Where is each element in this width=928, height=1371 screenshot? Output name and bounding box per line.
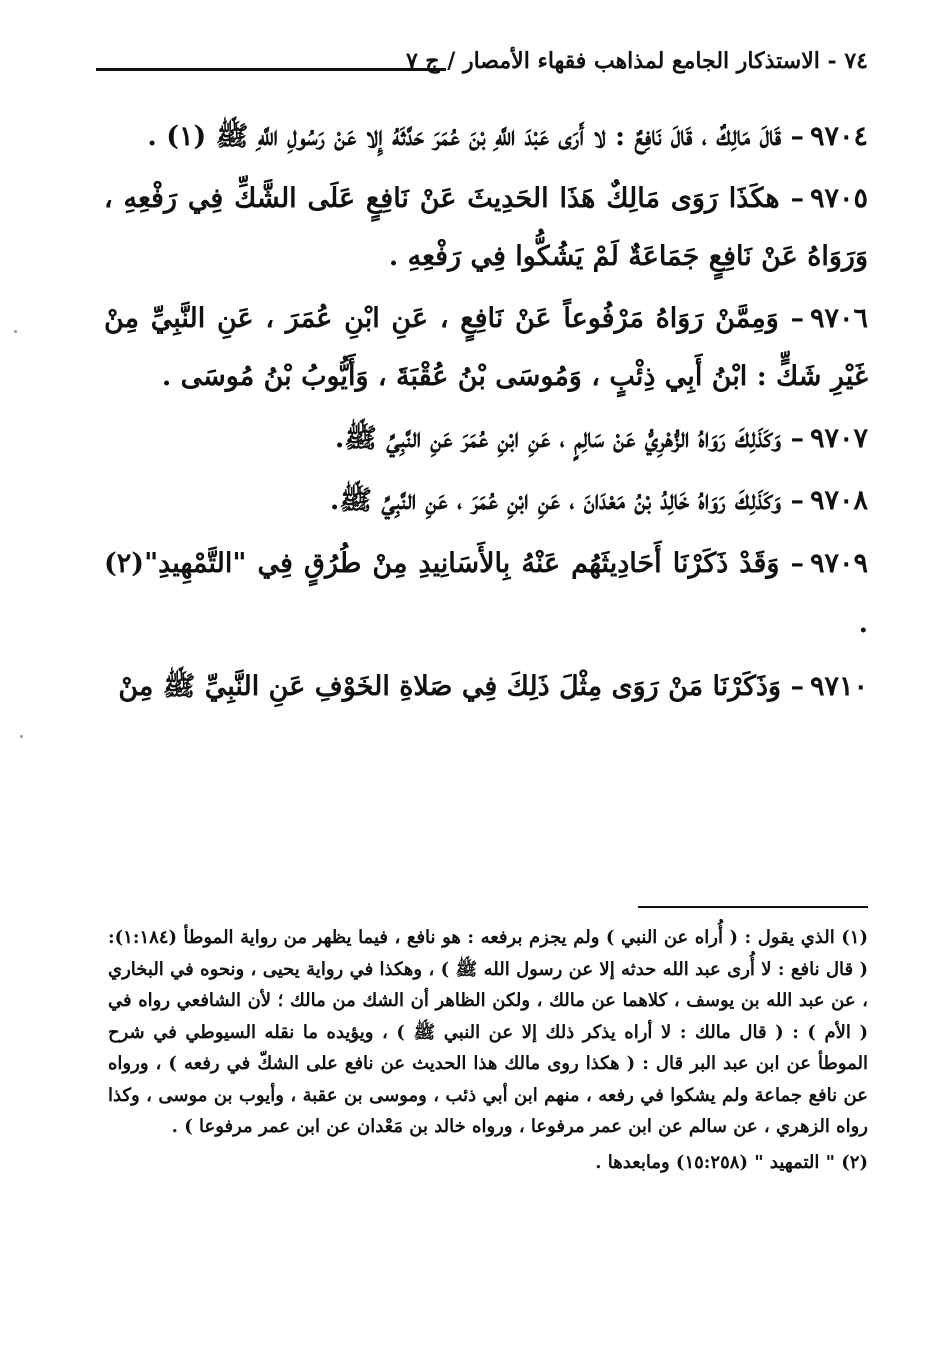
paragraph-text: – وَمِمَّنْ رَوَاهُ مَرْفُوعاً عَنْ نَافِعٍ ، عَنِ ابْنِ عُمَرَ ، عَنِ النَّبِيِّ مِنْ غَيْرِ شَكٍّ : ابْنُ أَبِي ذِئْبٍ ، وَمُوسَى بْنُ عُقْبَةَ ، وَأَيُّوبُ بْنُ مُوسَى . (104, 303, 868, 392)
paragraph-9704 (104, 108, 868, 166)
paragraph-9710 (104, 658, 868, 716)
page-number: ٧٤ (844, 48, 868, 74)
running-header (96, 48, 868, 88)
main-text (104, 108, 868, 720)
footnote-separator (638, 906, 868, 908)
book-title: الاستذكار الجامع لمذاهب فقهاء الأمصار / ج ٧ (405, 48, 820, 74)
header-rule (96, 68, 446, 71)
paragraph-9707 (104, 410, 868, 468)
footnote-2: (٢) " التمهيد " (١٥:٢٥٨) ومابعدها . (595, 1151, 868, 1173)
paragraph-number: ٩٧٠٩ (809, 548, 868, 579)
scan-speck (14, 330, 17, 333)
paragraph-number: ٩٧٠٤ (809, 121, 868, 152)
paragraph-number: ٩٧٠٧ (809, 423, 868, 454)
paragraph-text: – قَالَ مَالِكٌ ، قَالَ نَافِعٌ : لا أَرَى عَبْدَ اللَّهِ بْنَ عُمَرَ حَدَّثَهُ إِلا عَنْ رَسُولِ اللَّهِ ﷺ (١) . (147, 121, 804, 152)
paragraph-9709 (104, 534, 868, 654)
paragraph-text: – وَكَذَلِكَ رَوَاهُ الزُّهْرِيُّ عَنْ سَالِمٍ ، عَنِ ابْنِ عُمَرَ عَنِ النَّبِيِّ ﷺ. (334, 423, 804, 454)
footnote-1: (١) الذي يقول : ( أُراه عن النبي ) ولم يجزم برفعه : هو نافع ، فيما يظهر من رواية الموطأ (١:١٨٤): ( قال نافع : لا أُرى عبد الله حدثه إلا عن رسول الله ﷺ ) ، وهكذا في رواية يحيى ، ونحوه في البخاري ، عن عبد الله بن يوسف ، كلاهما عن مالك ، ولكن الظاهر أن الشك من مالك ؛ لأن الشافعي رواه في ( الأم ) : ( قال مالك : لا أراه يذكر ذلك إلا عن النبي ﷺ ) ، ويؤيده ما نقله السيوطي في شرح الموطأ عن ابن عبد البر قال : ( هكذا روى مالك هذا الحديث عن نافع على الشكّ في رفعه ) ، ورواه عن نافع جماعة ولم يشكوا في رفعه ، منهم ابن أبي ذئب ، وموسى بن عقبة ، وأيوب بن موسى ، وكذا رواه الزهري ، عن سالم عن ابن عمر مرفوعا ، ورواه خالد بن مَعْدان عن ابن عمر مرفوعا ) . (108, 927, 869, 1137)
header-dash: - (819, 48, 837, 74)
paragraph-number: ٩٧٠٨ (809, 485, 868, 516)
paragraph-number: ٩٧١٠ (809, 671, 868, 702)
footnotes (108, 922, 868, 1178)
paragraph-text: – وَقَدْ ذَكَرْنَا أَحَادِيثَهُم عَنْهُ بِالأَسَانِيدِ مِنْ طُرُقٍ فِي "التَّمْهِيدِ"(٢) . (104, 548, 868, 639)
paragraph-9708 (104, 472, 868, 530)
paragraph-number: ٩٧٠٦ (809, 303, 868, 334)
paragraph-text: – هكَذَا رَوَى مَالِكٌ هَذَا الحَدِيثَ عَنْ نَافِعٍ عَلَى الشَّكِّ فِي رَفْعِهِ ، وَرَوَاهُ عَنْ نَافِعٍ جَمَاعَةٌ لَمْ يَشُكُّوا فِي رَفْعِهِ . (104, 183, 868, 272)
paragraph-9706 (104, 290, 868, 406)
paragraph-text: – وَكَذَلِكَ رَوَاهُ خَالِدُ بْنُ مَعْدَانَ ، عَنِ ابْنِ عُمَرَ ، عَنِ النَّبِيِّ ﷺ. (329, 485, 804, 516)
paragraph-text: – وَذَكَرْنَا مَنْ رَوَى مِثْلَ ذَلِكَ فِي صَلاةِ الخَوْفِ عَنِ النَّبِيِّ ﷺ مِنْ (118, 671, 804, 702)
scan-speck (20, 735, 23, 738)
paragraph-9705 (104, 170, 868, 286)
header-text (406, 48, 868, 74)
paragraph-number: ٩٧٠٥ (809, 183, 868, 214)
